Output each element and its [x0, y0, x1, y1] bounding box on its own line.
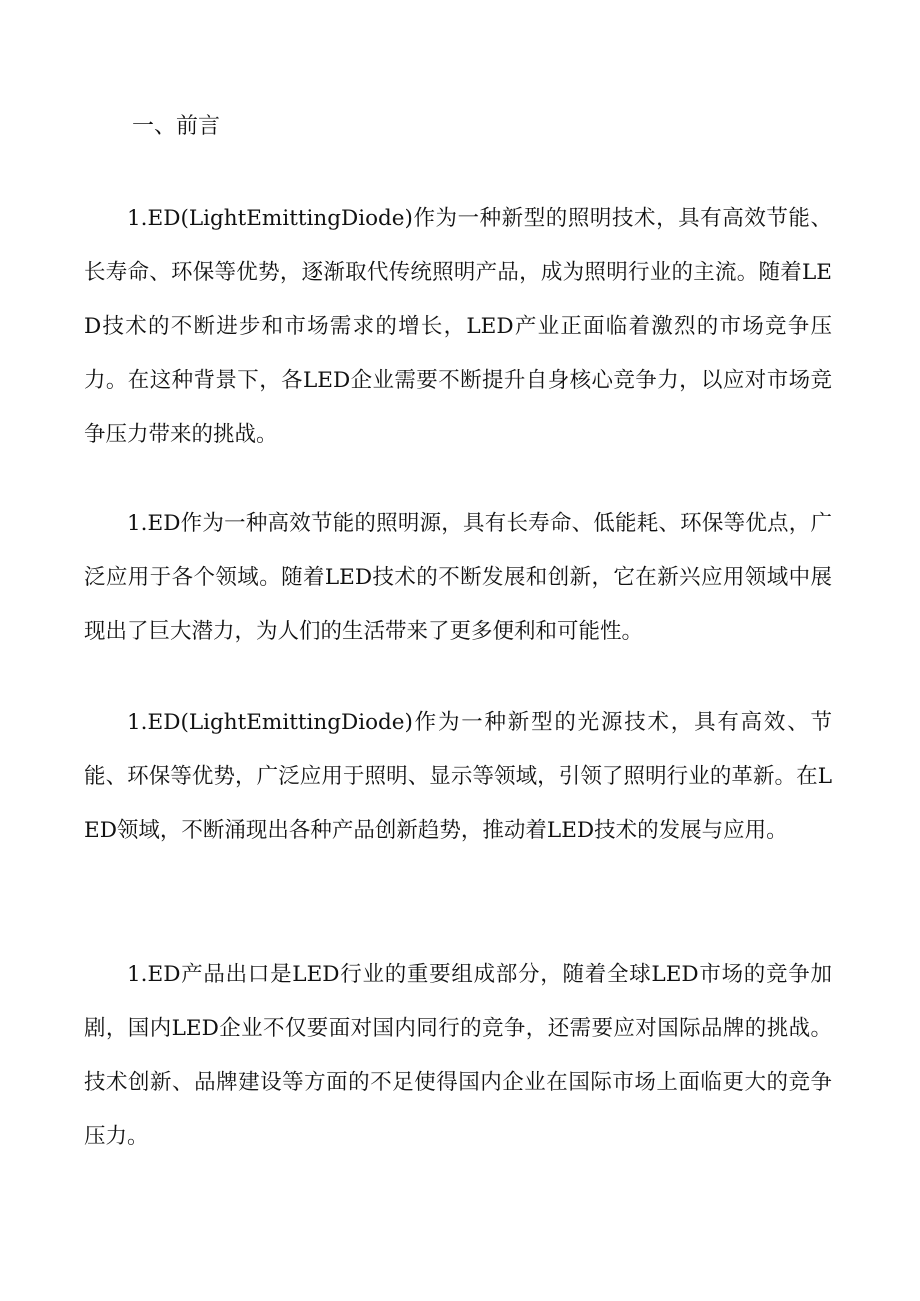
paragraph-4: 1.ED产品出口是LED行业的重要组成部分，随着全球LED市场的竞争加剧，国内LED企业不仅要面对国内同行的竞争，还需要应对国际品牌的挑战。技术创新、品牌建设等方面的不足使得国内企业在国际市场上面临更大的竞争压力。: [84, 962, 832, 1149]
paragraph-2: 1.ED作为一种高效节能的照明源，具有长寿命、低能耗、环保等优点，广泛应用于各个领域。随着LED技术的不断发展和创新，它在新兴应用领域中展现出了巨大潜力，为人们的生活带来了更多便利和可能性。: [84, 511, 832, 644]
section-heading: 一、前言: [132, 114, 221, 139]
paragraph-3: 1.ED(LightEmittingDiode)作为一种新型的光源技术，具有高效、节能、环保等优势，广泛应用于照明、显示等领域，引领了照明行业的革新。在LED领域，不断涌现出各种产品创新趋势，推动着LED技术的发展与应用。: [84, 710, 832, 843]
paragraph-1: 1.ED(LightEmittingDiode)作为一种新型的照明技术，具有高效节能、长寿命、环保等优势，逐渐取代传统照明产品，成为照明行业的主流。随着LED技术的不断进步和市场需求的增长，LED产业正面临着激烈的市场竞争压力。在这种背景下，各LED企业需要不断提升自身核心竞争力，以应对市场竞争压力带来的挑战。: [84, 206, 832, 447]
